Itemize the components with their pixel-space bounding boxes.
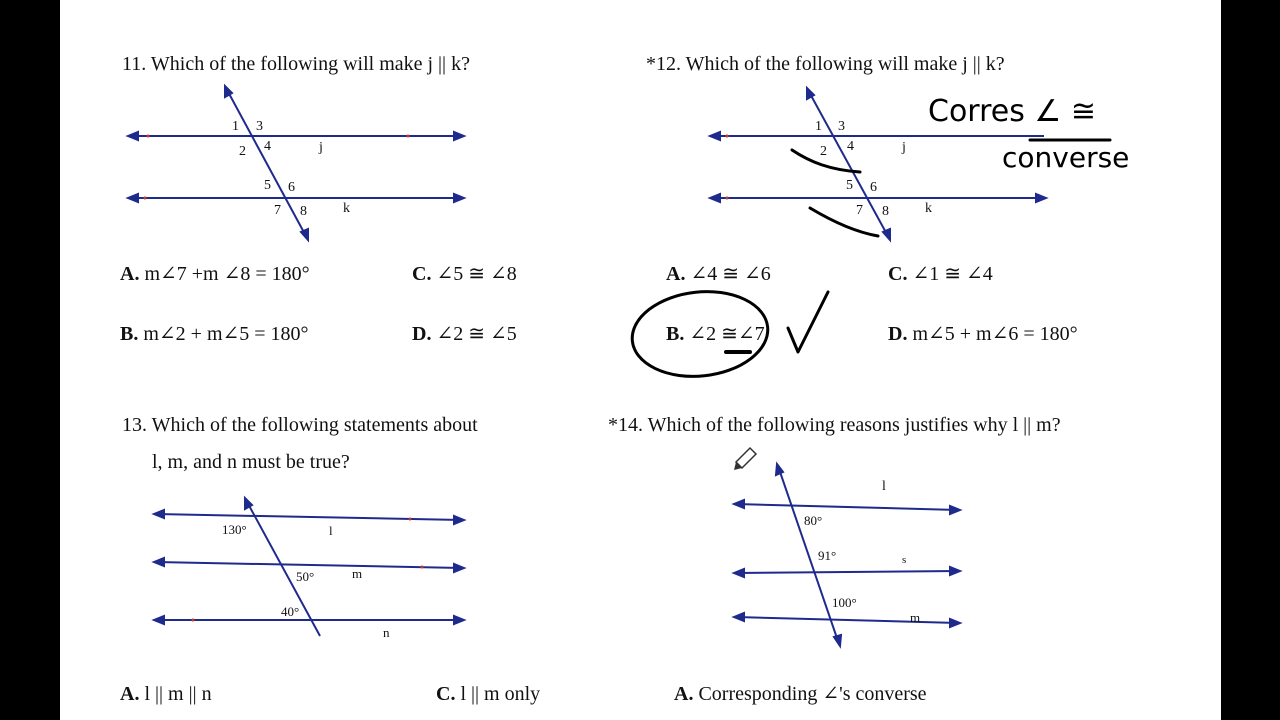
q11-angle-5: 5 <box>264 178 271 193</box>
q14-label-s: s <box>902 554 907 566</box>
q12-angle-3: 3 <box>838 119 845 134</box>
q13-angle-50: 50° <box>296 569 315 584</box>
q14-label-l: l <box>882 479 886 494</box>
q11-question: 11. Which of the following will make j || k? <box>122 53 470 75</box>
q14-label-m: m <box>910 610 921 625</box>
q12-angle-1: 1 <box>815 119 822 134</box>
q12-option-a[interactable]: A. ∠4 ≅ ∠6 <box>666 263 771 285</box>
q11-angle-4: 4 <box>264 139 271 154</box>
q11-label-k: k <box>343 201 350 216</box>
q14-diagram <box>60 0 1221 720</box>
q13-question-line2: l, m, and n must be true? <box>152 451 350 473</box>
q11-angle-3: 3 <box>256 119 263 134</box>
q14-line-l <box>736 504 958 510</box>
q13-angle-130: 130° <box>222 522 247 537</box>
q13-angle-40: 40° <box>281 604 300 619</box>
q11-option-b[interactable]: B. m∠2 + m∠5 = 180° <box>120 323 309 345</box>
q13-label-n: n <box>383 625 390 640</box>
q11-angle-6: 6 <box>288 180 295 195</box>
q13-option-c[interactable]: C. l || m only <box>436 683 541 705</box>
q11-angle-1: 1 <box>232 119 239 134</box>
worksheet-page <box>60 0 1221 720</box>
pencil-icon[interactable] <box>734 448 756 470</box>
q14-angle-80: 80° <box>804 513 823 528</box>
q11-option-d[interactable]: D. ∠2 ≅ ∠5 <box>412 323 517 345</box>
q13-option-a[interactable]: A. l || m || n <box>120 683 212 705</box>
q14-option-a[interactable]: A. Corresponding ∠'s converse <box>674 683 927 705</box>
q13-question-line1: 13. Which of the following statements about <box>122 414 478 436</box>
q12-angle-2: 2 <box>820 144 827 159</box>
q11-angle-8: 8 <box>300 204 307 219</box>
q12-option-d[interactable]: D. m∠5 + m∠6 = 180° <box>888 323 1078 345</box>
q14-question: *14. Which of the following reasons justifies why l || m? <box>608 414 1061 436</box>
q11-label-j: j <box>319 140 323 155</box>
q11-angle-2: 2 <box>239 144 246 159</box>
q14-angle-100: 100° <box>832 595 857 610</box>
q12-question: *12. Which of the following will make j || k? <box>646 53 1005 75</box>
q11-option-a[interactable]: A. m∠7 +m ∠8 = 180° <box>120 263 310 285</box>
q13-label-m: m <box>352 566 363 581</box>
q12-label-j: j <box>902 140 906 155</box>
q14-line-s <box>736 571 958 573</box>
q12-angle-8: 8 <box>882 204 889 219</box>
q12-angle-6: 6 <box>870 180 877 195</box>
q11-option-c[interactable]: C. ∠5 ≅ ∠8 <box>412 263 517 285</box>
q12-angle-5: 5 <box>846 178 853 193</box>
q12-handwritten-corres: Corres ∠ ≅ <box>928 94 1096 129</box>
q12-angle-4: 4 <box>847 139 854 154</box>
q14-line-m <box>736 617 958 623</box>
q12-handwritten-converse: converse <box>1002 141 1130 174</box>
q11-angle-7: 7 <box>274 203 281 218</box>
q13-label-l: l <box>329 523 333 538</box>
q12-option-b[interactable]: B. ∠2 ≅∠7 <box>666 323 765 345</box>
q12-label-k: k <box>925 201 932 216</box>
q12-angle-7: 7 <box>856 203 863 218</box>
q14-angle-91: 91° <box>818 548 837 563</box>
q12-option-c[interactable]: C. ∠1 ≅ ∠4 <box>888 263 993 285</box>
